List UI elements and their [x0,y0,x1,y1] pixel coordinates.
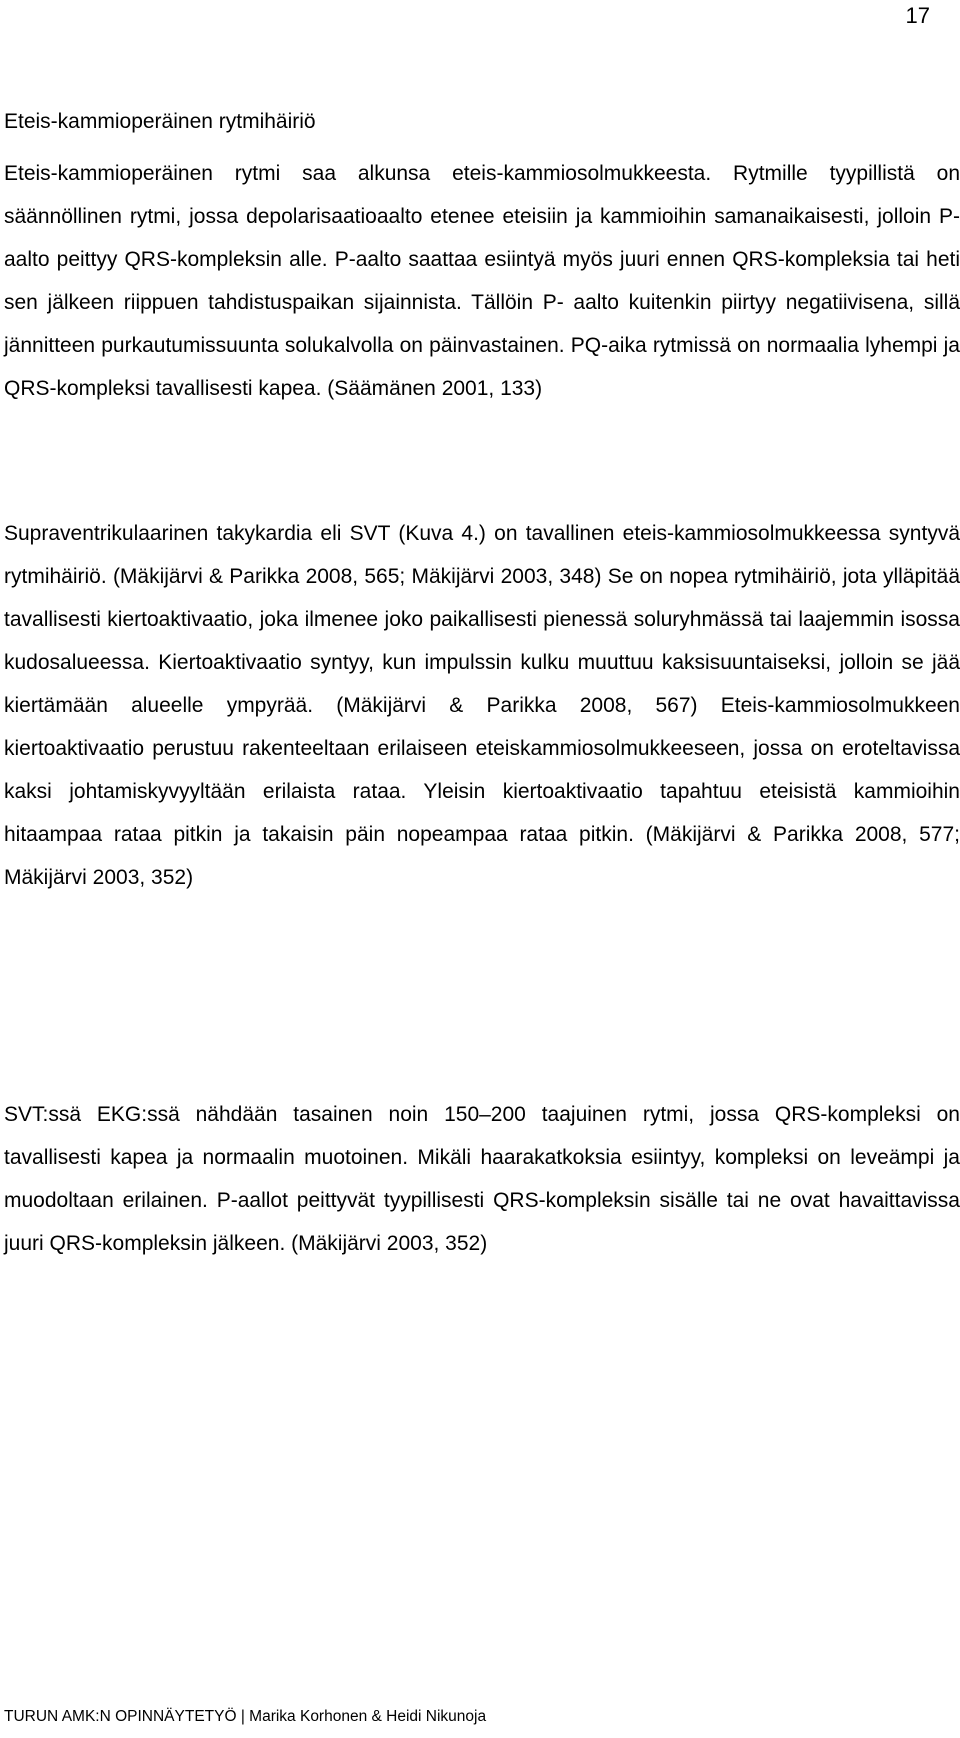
page-footer: TURUN AMK:N OPINNÄYTETYÖ | Marika Korhonen & Heidi Nikunoja [4,1708,487,1725]
section-heading: Eteis-kammioperäinen rytmihäiriö [4,110,316,133]
paragraph-3: SVT:ssä EKG:ssä nähdään tasainen noin 150–200 taajuinen rytmi, jossa QRS-kompleksi on tavallisesti kapea ja normaalin muotoinen. Mikäli haarakatkoksia esiintyy, kompleksi on leveämpi ja muodoltaan erilainen. P-aallot peittyvät tyypillisesti QRS-kompleksin sisälle tai ne ovat havaittavissa juuri QRS-kompleksin jälkeen. (Mäkijärvi 2003, 352) [4,1103,960,1255]
page-number: 17 [905,3,930,28]
paragraph-1: Eteis-kammioperäinen rytmi saa alkunsa eteis-kammiosolmukkeesta. Rytmille tyypillistä on säännöllinen rytmi, jossa depolarisaatioaalto etenee eteisiin ja kammioihin samanaikaisesti, jolloin P-aalto peittyy QRS-kompleksin alle. P-aalto saattaa esiintyä myös juuri ennen QRS-kompleksia tai heti sen jälkeen riippuen tahdistuspaikan sijainnista. Tällöin P- aalto kuitenkin piirtyy negatiivisena, sillä jännitteen purkautumissuunta solukalvolla on päinvastainen. PQ-aika rytmissä on normaalia lyhempi ja QRS-kompleksi tavallisesti kapea. (Säämänen 2001, 133) [4,162,960,400]
paragraph-2: Supraventrikulaarinen takykardia eli SVT (Kuva 4.) on tavallinen eteis-kammiosolmukkeessa syntyvä rytmihäiriö. (Mäkijärvi & Parikka 2008, 565; Mäkijärvi 2003, 348) Se on nopea rytmihäiriö, jota ylläpitää tavallisesti kiertoaktivaatio, joka ilmenee joko paikallisesti pienessä soluryhmässä tai laajemmin isossa kudosalueessa. Kiertoaktivaatio syntyy, kun impulssin kulku muuttuu kaksisuuntaiseksi, jolloin se jää kiertämään alueelle ympyrää. (Mäkijärvi & Parikka 2008, 567) Eteis-kammiosolmukkeen kiertoaktivaatio perustuu rakenteeltaan erilaiseen eteiskammiosolmukkeeseen, jossa on eroteltavissa kaksi johtamiskyvyyltään erilaista rataa. Yleisin kiertoaktivaatio tapahtuu eteisistä kammioihin hitaampaa rataa pitkin ja takaisin päin nopeampaa rataa pitkin. (Mäkijärvi & Parikka 2008, 577; Mäkijärvi 2003, 352) [4,522,960,889]
